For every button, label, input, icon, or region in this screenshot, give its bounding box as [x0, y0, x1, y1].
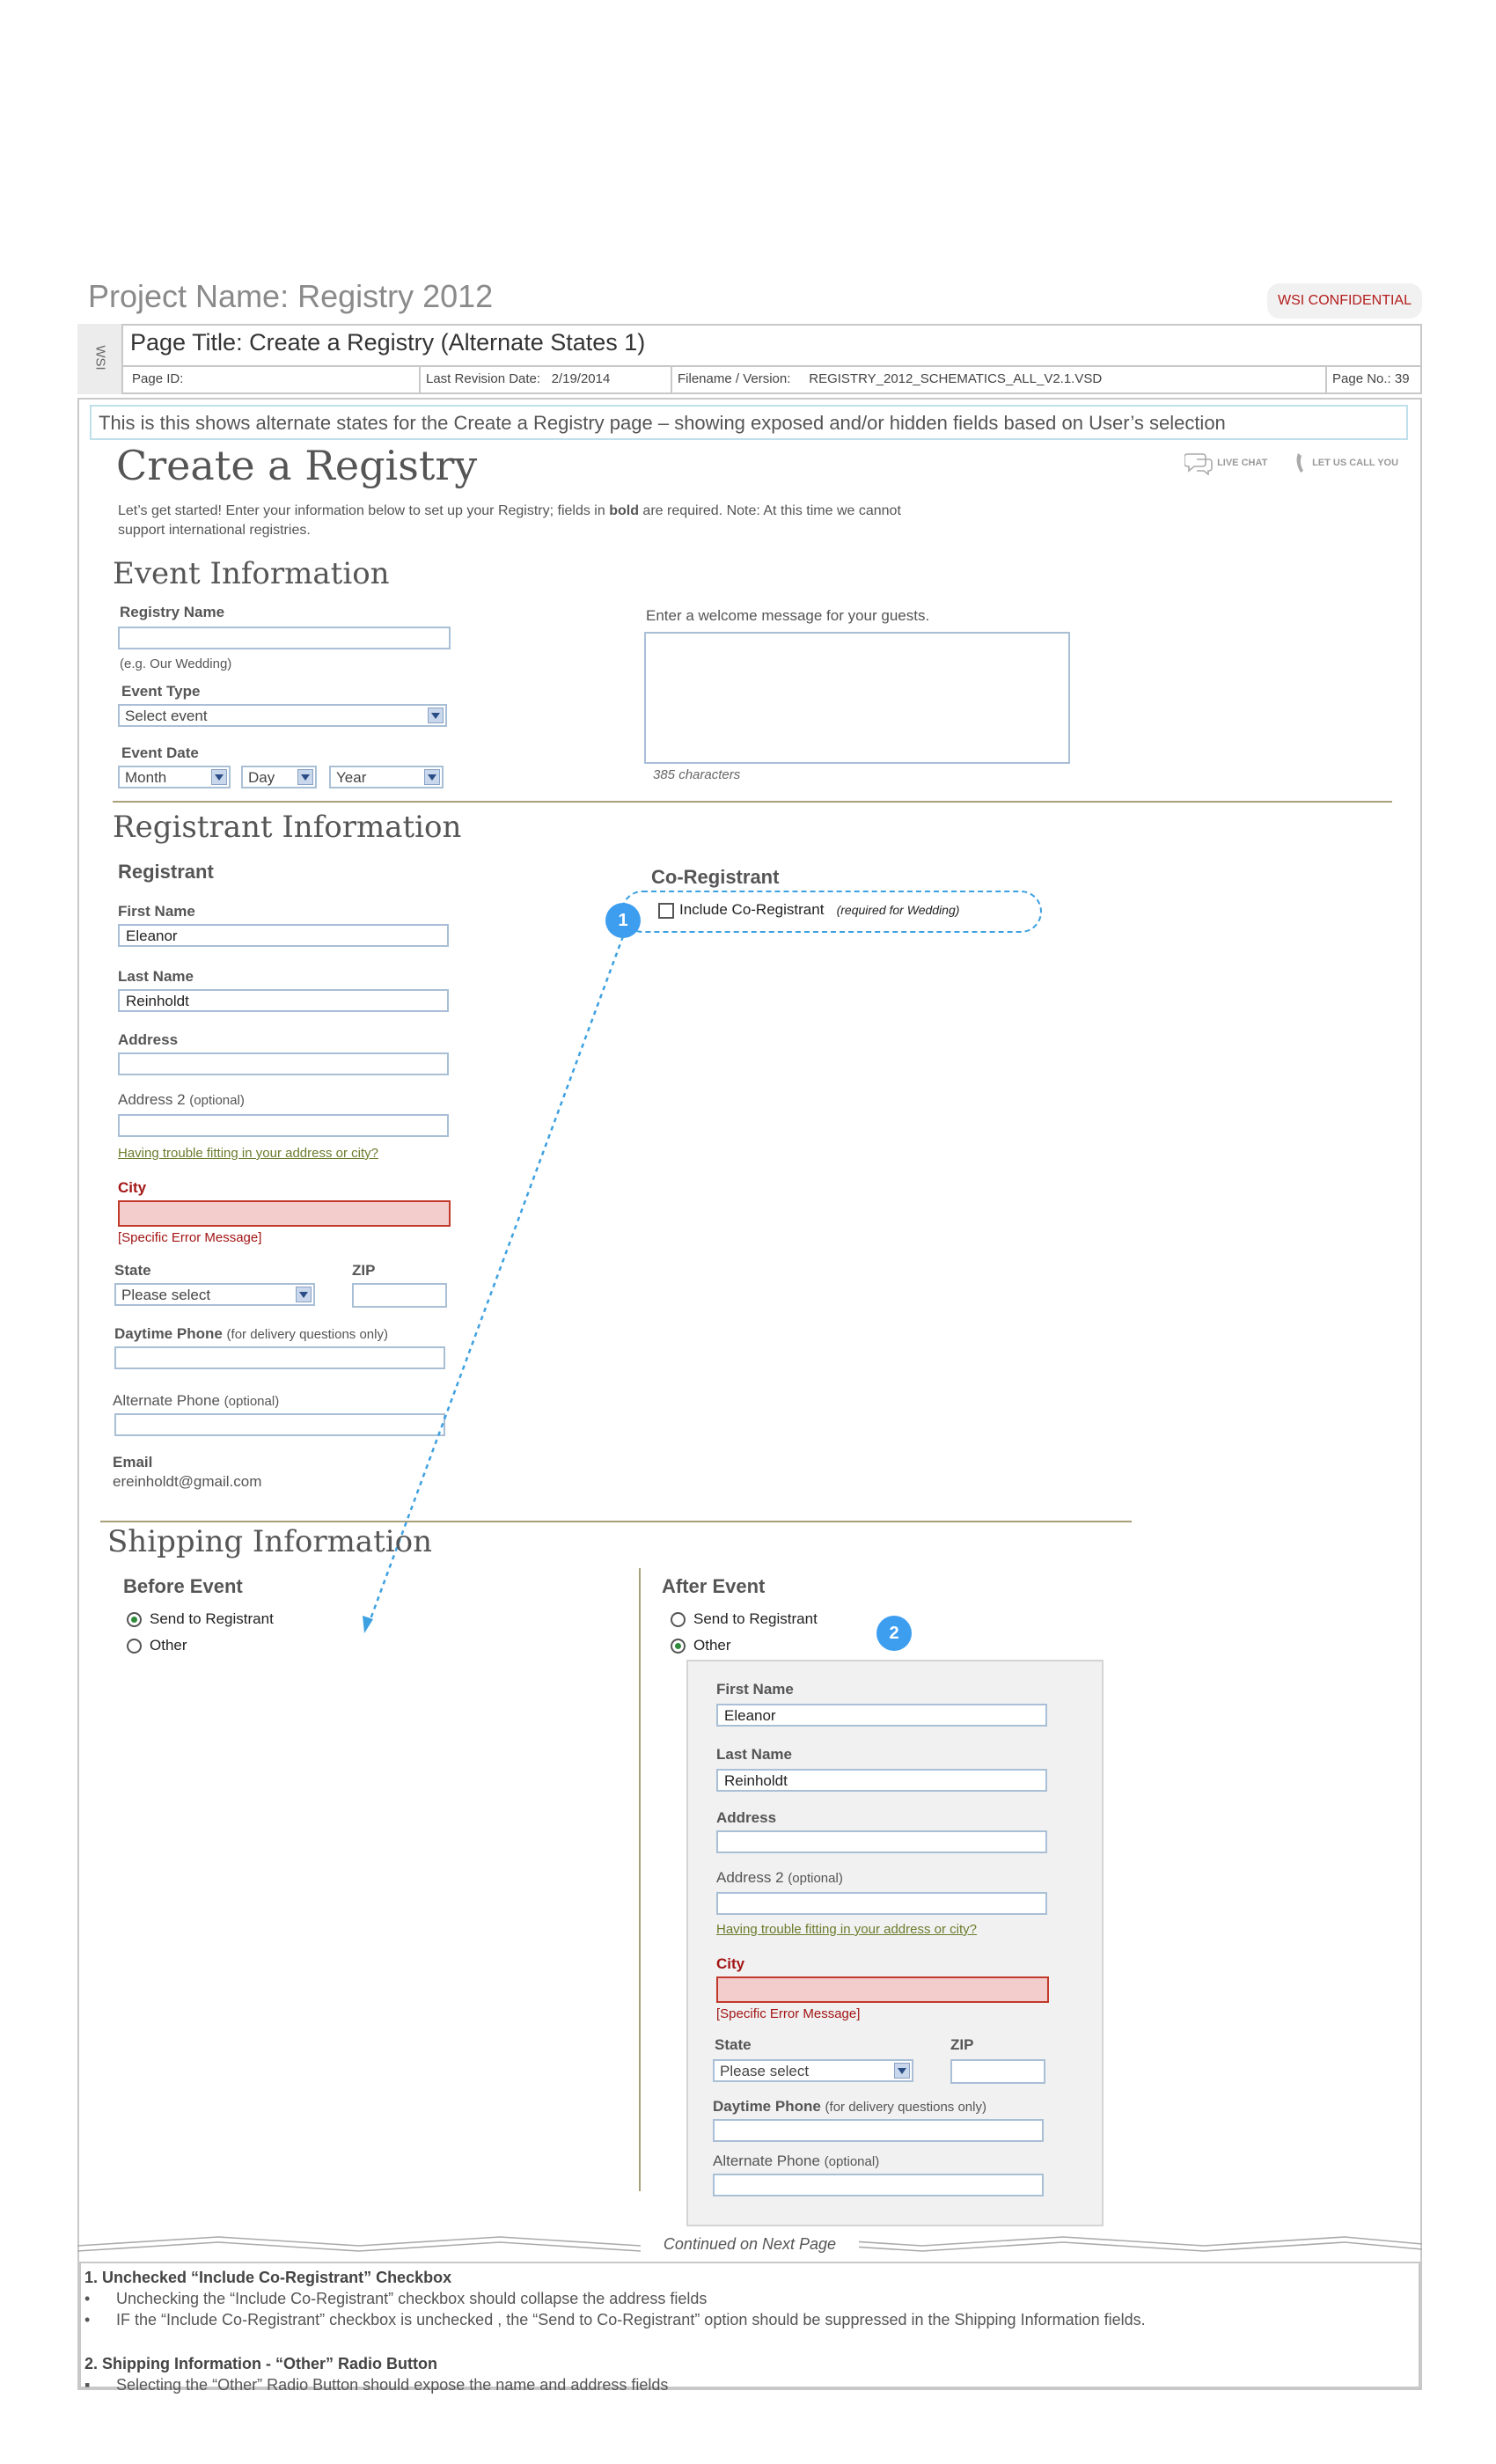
- intro-text-3: support international registries.: [118, 523, 311, 538]
- alt-phone-label-text: Alternate Phone: [113, 1392, 220, 1409]
- ship-address2-label-text: Address 2: [716, 1869, 784, 1886]
- after-send-registrant-label: Send to Registrant: [693, 1610, 818, 1627]
- filename: REGISTRY_2012_SCHEMATICS_ALL_V2.1.VSD: [809, 371, 1103, 386]
- ship-address2-optional: (optional): [788, 1871, 843, 1886]
- note-banner-text: This is this shows alternate states for the Create a Registry page – showing exposed and/or hidden fields based on User’s selection: [99, 412, 1226, 434]
- before-other-radio[interactable]: [127, 1639, 142, 1654]
- state-label: State: [114, 1262, 151, 1279]
- ship-state-value: Please select: [720, 2063, 810, 2079]
- continued-text: Continued on Next Page: [663, 2235, 837, 2253]
- confidential-text: WSI CONFIDENTIAL: [1277, 293, 1412, 308]
- ship-address2-label: [716, 1869, 843, 1887]
- ship-first-name-input[interactable]: Eleanor: [716, 1704, 1047, 1727]
- ship-phone-label-text: Daytime Phone: [713, 2098, 821, 2115]
- ship-last-name-label: Last Name: [716, 1746, 792, 1763]
- ship-alt-phone-label-text: Alternate Phone: [713, 2152, 820, 2169]
- page-id-label: Page ID:: [132, 371, 184, 386]
- note-1-bullet-1-text: Unchecking the “Include Co-Registrant” checkbox should collapse the address fields: [116, 2290, 708, 2307]
- ship-city-error: [Specific Error Message]: [716, 2006, 861, 2021]
- after-other-radio[interactable]: [671, 1639, 686, 1654]
- side-tab-text: WSI: [92, 345, 108, 370]
- chevron-down-icon: [894, 2063, 910, 2079]
- first-name-label: First Name: [118, 903, 195, 920]
- address2-optional: (optional): [189, 1093, 245, 1108]
- after-send-registrant-radio[interactable]: [671, 1612, 686, 1627]
- after-event-heading: After Event: [662, 1575, 766, 1597]
- last-name-label: Last Name: [118, 968, 194, 985]
- bullet-icon: ▪: [84, 2376, 91, 2394]
- ship-state-select[interactable]: [713, 2059, 913, 2082]
- ship-address-input[interactable]: [716, 1830, 1047, 1853]
- phone-hint: (for delivery questions only): [226, 1327, 388, 1342]
- ship-last-name-input[interactable]: Reinholdt: [716, 1769, 1047, 1792]
- ship-city-input[interactable]: [716, 1976, 1049, 2003]
- continued-label: [641, 2235, 859, 2254]
- day-value: Day: [248, 769, 275, 786]
- before-send-registrant-label: Send to Registrant: [150, 1610, 274, 1627]
- last-name-input[interactable]: Reinholdt: [118, 989, 449, 1012]
- page-title: Page Title: Create a Registry (Alternate States 1): [130, 329, 646, 356]
- state-value: Please select: [121, 1287, 211, 1303]
- note-1-title: 1. Unchecked “Include Co-Registrant” Checkbox: [84, 2269, 452, 2286]
- ship-phone-hint: (for delivery questions only): [825, 2100, 986, 2115]
- intro-bold: bold: [609, 503, 639, 518]
- address-trouble-link[interactable]: Having trouble fitting in your address or city?: [118, 1146, 378, 1161]
- note-2-bullet-1-text: Selecting the “Other” Radio Button should expose the name and address fields: [116, 2376, 669, 2394]
- ship-address-trouble-link[interactable]: Having trouble fitting in your address or city?: [716, 1922, 977, 1937]
- include-coregistrant-hint: (required for Wedding): [836, 903, 960, 917]
- project-name: Project Name: Registry 2012: [88, 278, 494, 314]
- phone-label-text: Daytime Phone: [114, 1325, 223, 1342]
- city-label: City: [118, 1179, 147, 1196]
- ship-state-label: State: [715, 2036, 752, 2053]
- registry-name-hint: (e.g. Our Wedding): [120, 656, 232, 671]
- ship-first-name-label: First Name: [716, 1681, 794, 1698]
- include-coregistrant-text: Include Co-Registrant: [679, 901, 825, 918]
- before-event-heading: Before Event: [123, 1575, 243, 1597]
- ship-phone-input[interactable]: [713, 2119, 1044, 2142]
- filename-label-text: Filename / Version:: [678, 371, 791, 386]
- note-1-bullet-2-text: IF the “Include Co-Registrant” checkbox is unchecked , the “Send to Co-Registrant” option should be suppressed in the Shipping Information fields.: [116, 2311, 1146, 2328]
- live-chat-text: LIVE CHAT: [1217, 457, 1268, 468]
- annotation-badge-2: 2: [876, 1616, 912, 1651]
- event-type-value: Select event: [125, 708, 208, 724]
- ship-alt-phone-input[interactable]: [713, 2174, 1044, 2196]
- ship-city-label: City: [716, 1955, 745, 1972]
- registrant-heading: Registrant Information: [113, 810, 462, 845]
- ship-alt-phone-label: [713, 2152, 879, 2170]
- revision-label-text: Last Revision Date:: [426, 371, 541, 386]
- city-error: [Specific Error Message]: [118, 1230, 262, 1245]
- note-2-title: 2. Shipping Information - “Other” Radio Button: [84, 2355, 437, 2372]
- email-value: ereinholdt@gmail.com: [113, 1473, 262, 1490]
- call-us-text: LET US CALL YOU: [1312, 457, 1399, 468]
- page-number: Page No.: 39: [1332, 371, 1410, 386]
- ship-zip-input[interactable]: [950, 2059, 1045, 2084]
- note-1-bullet-2: [84, 2311, 1146, 2329]
- ship-address2-input[interactable]: [716, 1892, 1047, 1915]
- event-type-label: Event Type: [121, 683, 201, 700]
- annotation-badge-1: 1: [605, 903, 641, 938]
- ship-address-label: Address: [716, 1809, 777, 1826]
- ship-alt-phone-optional: (optional): [824, 2154, 880, 2169]
- registrant-divider: [100, 1521, 1132, 1522]
- zip-label: ZIP: [352, 1262, 376, 1279]
- before-other-label: Other: [150, 1637, 187, 1654]
- event-heading: Event Information: [113, 556, 390, 591]
- welcome-label: Enter a welcome message for your guests.: [646, 607, 930, 624]
- shipping-heading: Shipping Information: [107, 1524, 432, 1559]
- alt-phone-optional: (optional): [224, 1394, 280, 1409]
- ship-phone-label: [713, 2098, 986, 2116]
- revision-date: 2/19/2014: [551, 371, 611, 386]
- char-count: 385 characters: [653, 767, 741, 782]
- ship-zip-label: ZIP: [950, 2036, 974, 2053]
- after-event-divider: [639, 1568, 641, 2191]
- address-label: Address: [118, 1031, 179, 1048]
- year-value: Year: [336, 769, 367, 786]
- event-date-label: Event Date: [121, 744, 199, 761]
- address2-label-text: Address 2: [118, 1091, 186, 1108]
- after-other-label: Other: [693, 1637, 731, 1654]
- intro-text-2: are required. Note: At this time we cannot: [638, 503, 901, 518]
- first-name-input[interactable]: Eleanor: [118, 924, 449, 947]
- note-1-bullet-1: [84, 2290, 707, 2308]
- intro-text-1: Let’s get started! Enter your information below to set up your Registry; fields in: [118, 503, 610, 518]
- bullet-icon: •: [84, 2311, 91, 2328]
- registrant-subheading: Registrant: [118, 861, 214, 883]
- email-label: Email: [113, 1454, 153, 1470]
- before-send-registrant-radio[interactable]: [127, 1612, 142, 1627]
- registry-name-label: Registry Name: [120, 604, 225, 620]
- registry-title: Create a Registry: [116, 442, 478, 489]
- coregistrant-heading: Co-Registrant: [651, 866, 780, 888]
- bullet-icon: •: [84, 2290, 91, 2307]
- month-value: Month: [125, 769, 167, 786]
- note-2-bullet-1: [84, 2376, 668, 2394]
